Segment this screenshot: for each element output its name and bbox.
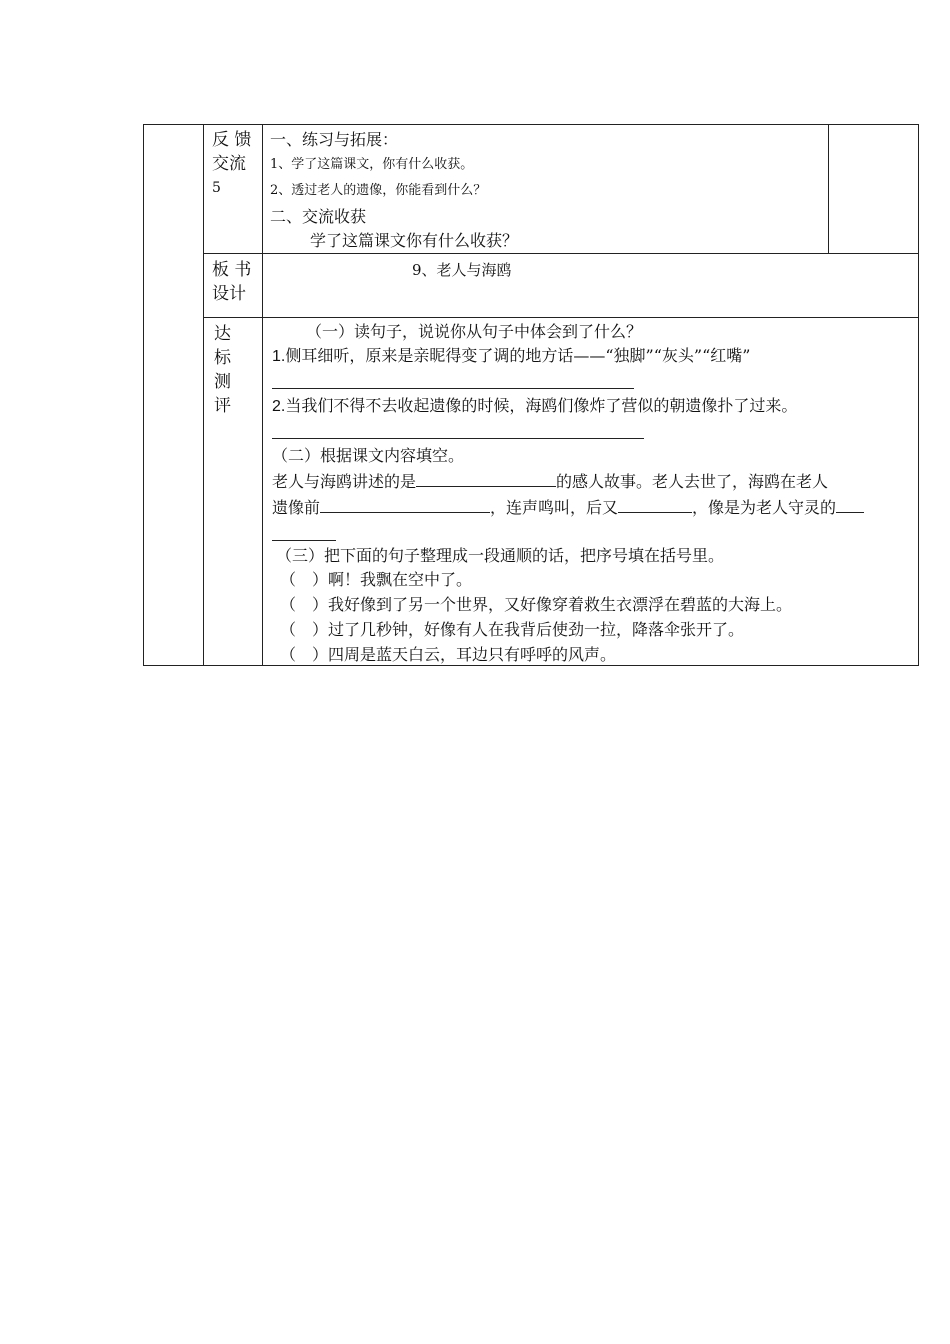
fill-text-3: 遗像前 xyxy=(272,498,321,517)
table-border-left xyxy=(143,124,144,666)
fill-text-1: 老人与海鸥讲述的是 xyxy=(272,472,417,491)
part2-heading: （二）根据课文内容填空。 xyxy=(272,446,465,465)
order-bracket-3[interactable]: （ ） xyxy=(280,620,329,639)
part1-sentence-1 xyxy=(272,344,750,369)
ordering-item-2 xyxy=(280,593,792,617)
sentence-2-number: 2. xyxy=(272,398,286,415)
sentence-1-text: 侧耳细听，原来是亲昵得变了调的地方话——“独脚”“灰头”“红嘴” xyxy=(285,346,751,365)
row1-label-line2: 交流 xyxy=(212,154,246,174)
ordering-item-3 xyxy=(280,618,744,642)
ordering-text-4: 四周是蓝天白云，耳边只有呼呼的风声。 xyxy=(328,645,617,664)
row3-label-line4: 评 xyxy=(214,396,231,416)
table-border-top xyxy=(143,124,919,125)
part2-line-1 xyxy=(272,468,828,494)
row2-label-line2: 设计 xyxy=(212,284,246,304)
fill-text-2: 的感人故事。老人去世了，海鸥在老人 xyxy=(556,472,829,491)
row1-label-line3: 5 xyxy=(212,180,221,196)
fill-blank-1[interactable] xyxy=(416,468,556,487)
row-divider-2 xyxy=(203,317,919,318)
order-bracket-4[interactable]: （ ） xyxy=(280,645,329,664)
board-title: 9、老人与海鸥 xyxy=(412,261,512,279)
answer-line-2 xyxy=(272,438,644,439)
fill-text-5: ，像是为老人守灵的 xyxy=(692,498,837,517)
row3-label-line2: 标 xyxy=(214,348,231,368)
fill-blank-3[interactable] xyxy=(618,494,692,513)
row1-content xyxy=(270,128,518,253)
fill-text-4: ，连声鸣叫，后又 xyxy=(490,498,619,517)
table-border-right xyxy=(918,124,919,666)
reflection-prompt: 学了这篇课文你有什么收获？ xyxy=(310,231,519,250)
row1-label-line1: 反 馈 xyxy=(212,130,252,150)
column-divider-1 xyxy=(203,124,204,666)
section-heading-1: 一、练习与拓展： xyxy=(270,130,399,149)
fill-blank-4[interactable] xyxy=(836,494,864,513)
row2-label xyxy=(212,258,251,306)
ordering-text-3: 过了几秒钟，好像有人在我背后使劲一拉，降落伞张开了。 xyxy=(328,620,745,639)
part1-sentence-2 xyxy=(272,394,797,419)
question-1: 1、学了这篇课文，你有什么收获。 xyxy=(270,157,474,172)
order-bracket-2[interactable]: （ ） xyxy=(280,595,329,614)
ordering-text-1: 啊！我飘在空中了。 xyxy=(328,570,473,589)
ordering-item-4 xyxy=(280,643,616,667)
fill-blank-2[interactable] xyxy=(320,494,490,513)
part2-line-2 xyxy=(272,494,864,520)
row3-label-line1: 达 xyxy=(214,324,231,344)
part1-heading: （一）读句子，说说你从句子中体会到了什么？ xyxy=(306,322,643,341)
sentence-2-text: 当我们不得不去收起遗像的时候，海鸥们像炸了营似的朝遗像扑了过来。 xyxy=(285,396,798,415)
ordering-item-1 xyxy=(280,568,472,592)
order-bracket-1[interactable]: （ ） xyxy=(280,570,329,589)
section-heading-2: 二、交流收获 xyxy=(270,207,367,226)
row1-label xyxy=(212,128,251,200)
ordering-text-2: 我好像到了另一个世界，又好像穿着救生衣漂浮在碧蓝的大海上。 xyxy=(328,595,793,614)
question-2: 2、透过老人的遗像，你能看到什么？ xyxy=(270,183,487,198)
row3-label xyxy=(214,322,231,418)
row3-label-line3: 测 xyxy=(214,372,231,392)
answer-line-1 xyxy=(272,388,634,389)
column-divider-3 xyxy=(828,124,829,254)
part3-heading: （三）把下面的句子整理成一段通顺的话，把序号填在括号里。 xyxy=(276,546,725,565)
sentence-1-number: 1. xyxy=(272,348,286,365)
row-divider-1 xyxy=(203,253,919,254)
fill-blank-continuation[interactable] xyxy=(272,540,336,541)
row2-label-line1: 板 书 xyxy=(212,260,252,280)
column-divider-2 xyxy=(262,124,263,666)
